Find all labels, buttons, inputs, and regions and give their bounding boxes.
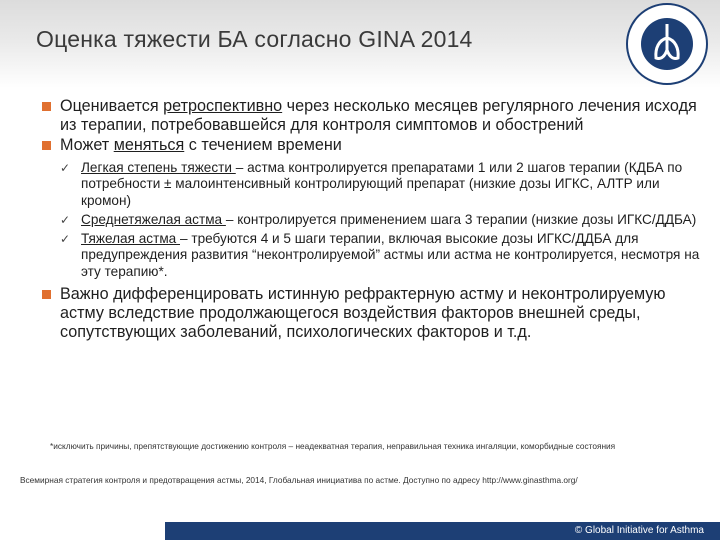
header-band — [0, 0, 720, 88]
footnote-exclusions: *исключить причины, препятствующие достижению контроля – неадекватная терапия, неправильная техника ингаляции, коморбидные состояния — [50, 441, 616, 451]
bullet-changes: Может меняться с течением времени — [40, 136, 700, 155]
slide-title: Оценка тяжести БА согласно GINA 2014 — [36, 26, 473, 52]
square-bullet-icon — [42, 141, 51, 150]
footer-bar — [0, 522, 720, 540]
gina-logo — [625, 2, 709, 86]
subbullet-mild: ✓ Легкая степень тяжести – астма контролируется препаратами 1 или 2 шагов терапии (КДБА по потребности ± малоинтенсивный контролирующий препарат (низкие дозы ИГКС, АЛТР или кромон) — [60, 160, 683, 208]
document-code — [0, 189, 1, 286]
bullet-list — [40, 97, 700, 343]
source-citation: Всемирная стратегия контроля и предотвращения астмы, 2014, Глобальная инициатива по астме. Доступно по адресу http://www.ginasthma.org/ — [20, 475, 578, 485]
check-icon: ✓ — [60, 161, 71, 175]
square-bullet-icon — [42, 290, 51, 299]
copyright-text: © Global Initiative for Asthma — [574, 525, 704, 536]
subbullet-severe: ✓ Тяжелая астма – требуются 4 и 5 шаги терапии, включая высокие дозы ИГКС/ДДБА для предупреждения развития “неконтролируемой” астмы или астма не контролируется, несмотря на эту терапию*. — [60, 231, 700, 279]
bullet-differentiate: Важно дифференцировать истинную рефрактерную астму и неконтролируемую астму вследствие продолжающегося воздействия факторов внешней среды, сопутствующих заболеваний, психологических факторов и т.д. — [40, 285, 700, 342]
check-icon: ✓ — [60, 232, 71, 247]
check-icon: ✓ — [60, 212, 71, 227]
subbullet-moderate: ✓ Среднетяжелая астма – контролируется применением шага 3 терапии (низкие дозы ИГКС/ДДБА) — [60, 211, 697, 227]
square-bullet-icon — [42, 102, 51, 111]
bullet-retrospective: Оценивается ретроспективно через несколько месяцев регулярного лечения исходя из терапии, потребовавшейся для контроля симптомов и обострений — [40, 97, 700, 135]
